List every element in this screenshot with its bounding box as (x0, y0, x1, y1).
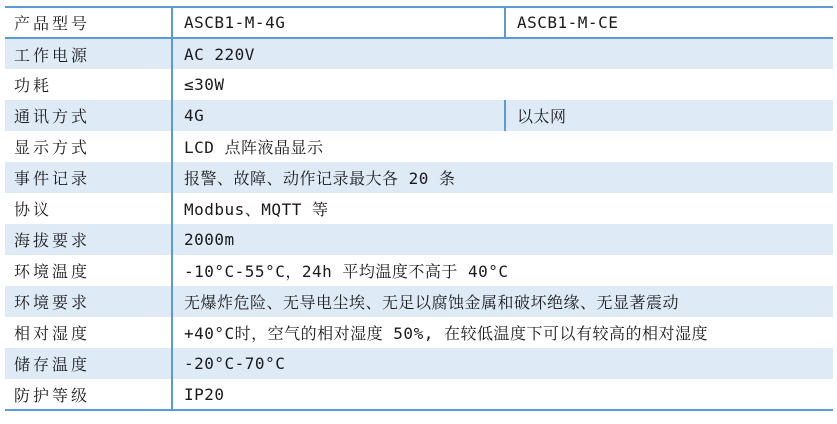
table-row (5, 348, 833, 379)
spec-label: 显示方式 (5, 131, 172, 162)
spec-value: ASCB1-M-CE (517, 13, 619, 32)
spec-table-body (5, 7, 833, 410)
spec-label: 储存温度 (5, 348, 172, 379)
spec-label: 产品型号 (5, 7, 172, 38)
spec-value: 报警、故障、动作记录最大各 20 条 (184, 169, 456, 188)
table-row (5, 38, 833, 69)
spec-label: 功耗 (5, 69, 172, 100)
spec-value: 以太网 (517, 107, 567, 126)
spec-label: 协议 (5, 193, 172, 224)
spec-value: 无爆炸危险、无导电尘埃、无足以腐蚀金属和破坏绝缘、无显著震动 (184, 293, 680, 312)
spec-value: ≤30W (184, 75, 225, 94)
table-row (5, 162, 833, 193)
table-row (5, 379, 833, 410)
spec-value: AC 220V (184, 44, 255, 64)
spec-label: 相对湿度 (5, 317, 172, 348)
spec-label: 工作电源 (5, 38, 172, 69)
table-row (5, 100, 833, 131)
spec-value: -20°C-70°C (184, 354, 286, 373)
spec-label: 环境温度 (5, 255, 172, 286)
spec-value: Modbus、MQTT 等 (184, 200, 329, 219)
spec-label: 海拔要求 (5, 224, 172, 255)
table-row (5, 224, 833, 255)
table-row (5, 255, 833, 286)
spec-label: 通讯方式 (5, 100, 172, 131)
table-row (5, 286, 833, 317)
spec-value: LCD 点阵液晶显示 (184, 138, 324, 157)
spec-label: 环境要求 (5, 286, 172, 317)
spec-table (5, 6, 833, 411)
table-row (5, 7, 833, 38)
spec-value: ASCB1-M-4G (172, 7, 505, 38)
spec-value: 2000m (184, 230, 235, 249)
spec-value: 4G (172, 100, 505, 131)
spec-label: 事件记录 (5, 162, 172, 193)
table-row (5, 193, 833, 224)
table-row (5, 317, 833, 348)
spec-value: IP20 (184, 384, 225, 404)
spec-label: 防护等级 (5, 379, 172, 410)
spec-value: +40°C时，空气的相对湿度 50%, 在较低温度下可以有较高的相对湿度 (184, 324, 708, 343)
table-row (5, 131, 833, 162)
spec-value: -10°C-55°C，24h 平均温度不高于 40°C (184, 262, 509, 281)
table-row (5, 69, 833, 100)
